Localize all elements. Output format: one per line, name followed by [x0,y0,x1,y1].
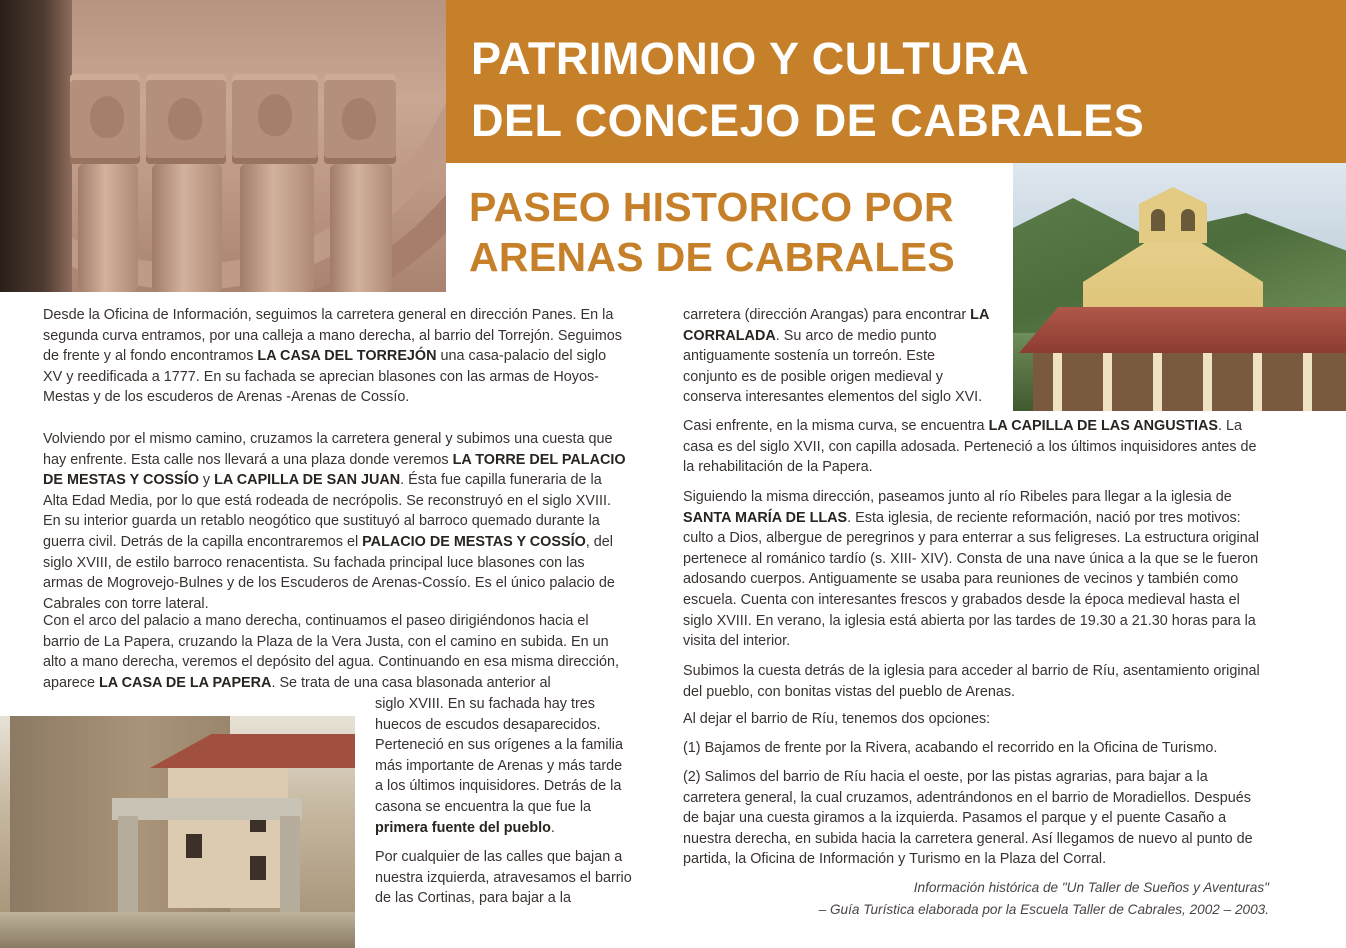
paragraph-la-papera: Con el arco del palacio a mano derecha, continuamos el paseo dirigiéndonos hacia el barrio de La Papera, cruzando la Plaza de la Vera Justa, con el camino en subida. En un alto a mano derecha, veremos el depósito del agua. Continuando en esa misma dirección, aparece LA CASA DE LA PAPERA. Se trata de una casa blasonada anterior al [43,613,619,691]
subtitle-line-1: PASEO HISTORICO POR [469,184,954,230]
paragraph-barrio-de-riu: Subimos la cuesta detrás de la iglesia para acceder al barrio de Ríu, asentamiento original del pueblo, con bonitas vistas del pueblo de Arenas. [683,663,1260,700]
paragraph-two-options: Al dejar el barrio de Ríu, tenemos dos opciones: [683,711,991,727]
subtitle-line-2: ARENAS DE CABRALES [469,234,956,280]
credit-line-2: – Guía Turística elaborada por la Escuela Taller de Cabrales, 2002 – 2003. [818,902,1269,917]
credit-line-1: Información histórica de "Un Taller de Sueños y Aventuras" [913,880,1269,895]
page-title-line-1: PATRIMONIO Y CULTURA [471,33,1030,84]
paragraph-option-2: (2) Salimos del barrio de Ríu hacia el oeste, por las pistas agrarias, para bajar a la carretera general, la cual cruzamos, adentrándonos en el barrio de Moradiellos. Después de bajar una cuesta giramos a la izquierda. Pasamos el parque y el puente Casaño a nuestra derecha, en subida hacia la carretera general. Así llegamos de nuevo al punto de partida, la Oficina de Información y Turismo en la Plaza del Corral. [683,769,1253,868]
page-title-line-2: DEL CONCEJO DE CABRALES [471,95,1145,146]
church-photo [1013,163,1346,411]
paragraph-mestas-cossio: Volviendo por el mismo camino, cruzamos la carretera general y subimos una cuesta que hay enfrente. Esta calle nos llevará a una plaza donde veremos LA TORRE DEL PALACIO DE MESTAS Y COSSÍO y LA CAPILLA DE SAN JUAN. Ésta fue capilla funeraria de la Alta Edad Media, por lo que está rodeada de necrópolis. Se reconstruyó en el siglo XVIII. En su interior guarda un retablo neogótico que sustituyó al barroco quemado durante la guerra civil. Detrás de la capilla encontraremos el PALACIO DE MESTAS Y COSSÍO, del siglo XVIII, de estilo barroco renacentista. Su fachada principal luce blasones con las armas de Mogrovejo-Bulnes y de los Escuderos de Arenas-Cossío. Es el único palacio de Cabrales con torre lateral. [43,431,626,612]
paragraph-option-1: (1) Bajamos de frente por la Rivera, acabando el recorrido en la Oficina de Turismo. [683,740,1218,756]
paragraph-la-papera-continued: siglo XVIII. En su fachada hay tres huecos de escudos desaparecidos. Perteneció en sus orígenes a la familia más importante de Arenas y más tarde a los últimos inquisidores. Detrás de la casona se encuentra la que fue la primera fuente del pueblo. [375,696,623,836]
paragraph-la-corralada: carretera (dirección Arangas) para encontrar LA CORRALADA. Su arco de medio punto antiguamente sostenía un torreón. Este conjunto es de posible origen medieval y conserva interesantes elementos del siglo XVI. [683,307,989,406]
paragraph-torrejon: Desde la Oficina de Información, seguimos la carretera general en dirección Panes. En la segunda curva entramos, por una calleja a mano derecha, al barrio del Torrejón. Seguimos de frente y al fondo encontramos LA CASA DEL TORREJÓN una casa-palacio del siglo XV y reedificada a 1777. En su fachada se aprecian blasones con las armas de Hoyos-Mestas y de los escuderos de Arenas -Arenas de Cossío. [43,307,622,406]
romanesque-arch-photo [0,0,446,292]
paragraph-las-angustias: Casi enfrente, en la misma curva, se encuentra LA CAPILLA DE LAS ANGUSTIAS. La casa es del siglo XVII, con capilla adosada. Perteneció a los últimos inquisidores antes de la rehabilitación de la Papera. [683,418,1257,476]
paragraph-las-cortinas: Por cualquier de las calles que bajan a nuestra izquierda, atravesamos el barrio de las Cortinas, para bajar a la [375,849,632,907]
paragraph-santa-maria-de-llas: Siguiendo la misma dirección, paseamos junto al río Ribeles para llegar a la iglesia de SANTA MARÍA DE LLAS. Esta iglesia, de reciente reformación, nació por tres motivos: culto a Dios, albergue de peregrinos y para enterrar a sus feligreses. La estructura original pertenece al románico tardío (s. XIII- XIV). Consta de una nave única a la que se le fueron adosando cuerpos. Antiguamente se usaba para reuniones de vecinos y también como escuela. Cuenta con interesantes frescos y grabados desde la época medieval hasta el siglo XVIII. En verano, la iglesia está abierta por las tardes de 19.30 a 21.30 horas para la visita del interior. [683,489,1259,650]
stone-house-street-photo [0,716,355,948]
title-banner [446,0,1346,163]
